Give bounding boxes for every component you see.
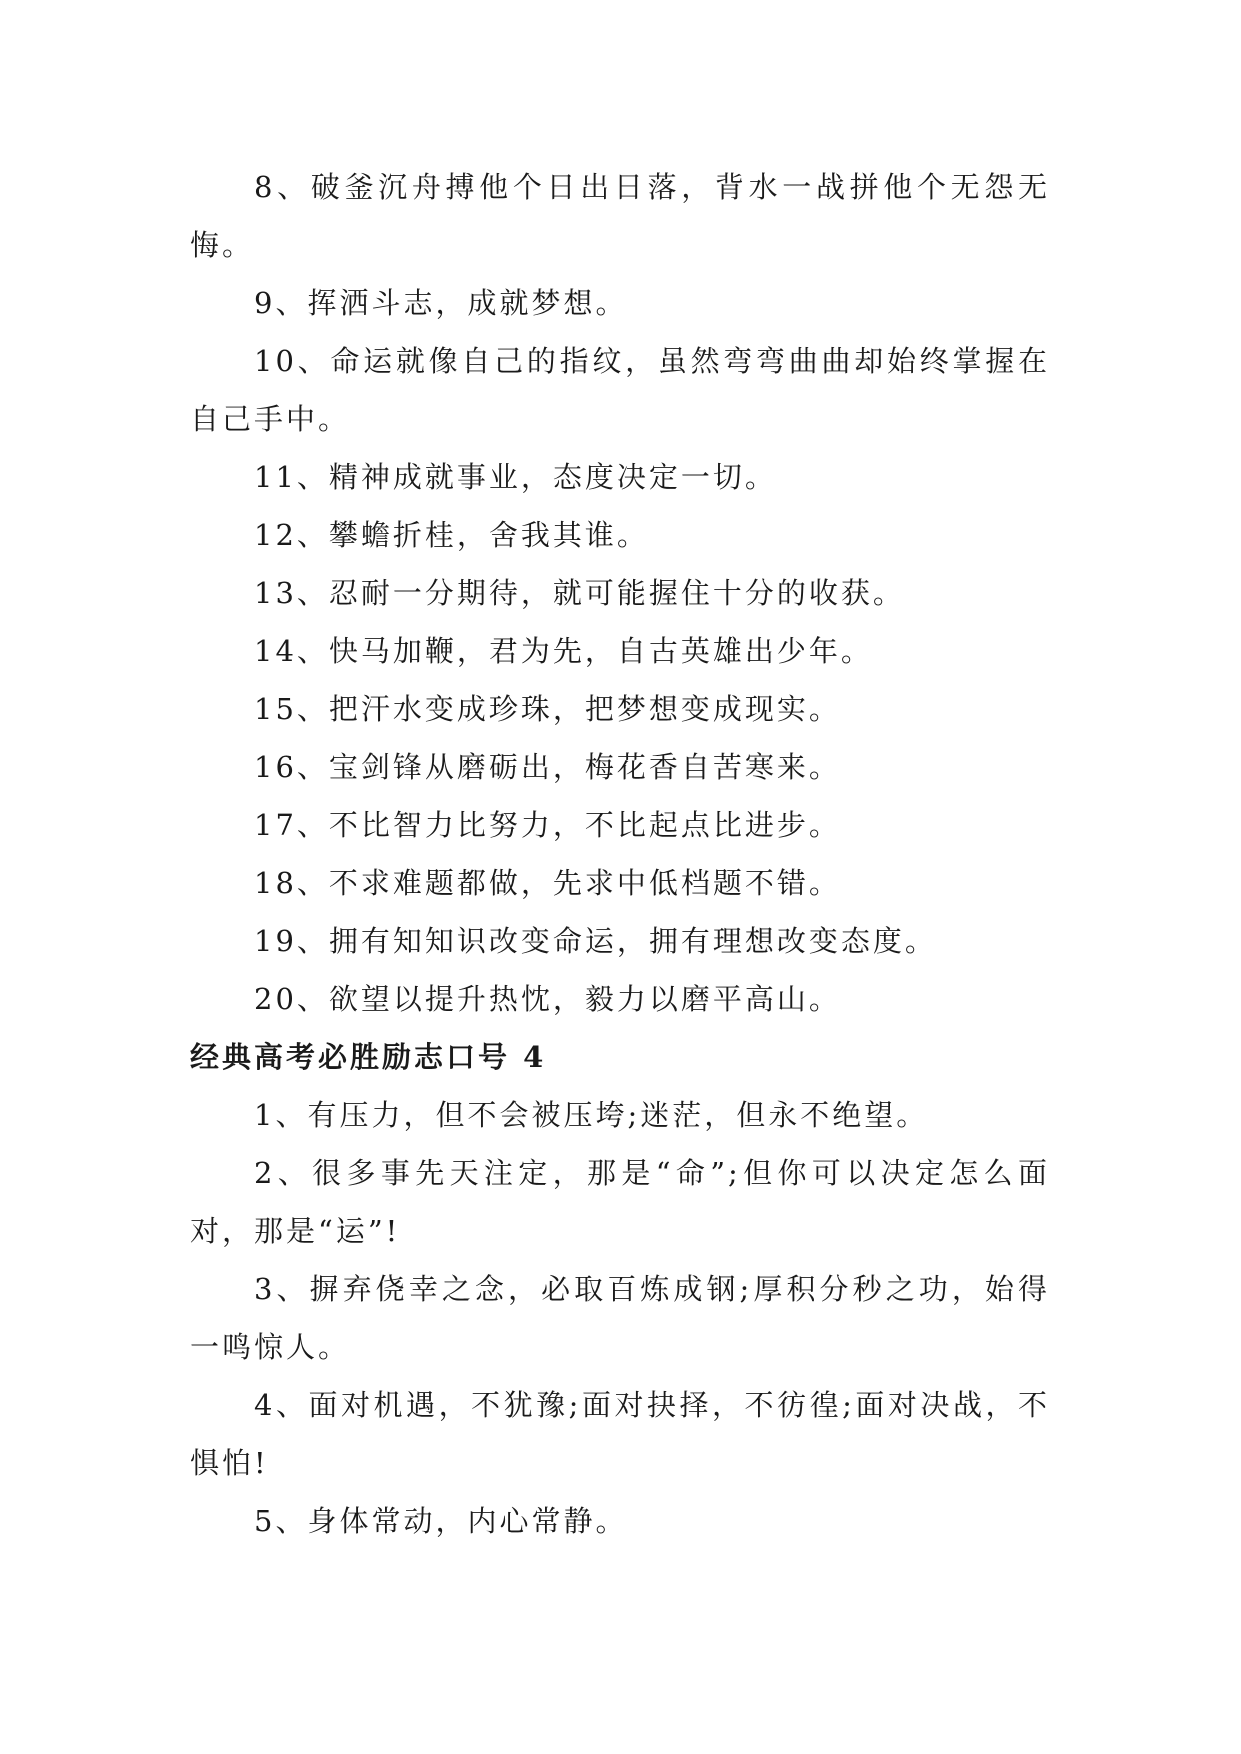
slogan-item: 1、有压力，但不会被压垮;迷茫，但永不绝望。 xyxy=(254,1098,929,1132)
slogan-item: 13、忍耐一分期待，就可能握住十分的收获。 xyxy=(254,576,905,610)
slogan-item: 18、不求难题都做，先求中低档题不错。 xyxy=(254,866,841,900)
document-page xyxy=(190,158,1050,1550)
slogan-item: 3、摒弃侥幸之念，必取百炼成钢;厚积分秒之功，始得一鸣惊人。 xyxy=(190,1272,1050,1364)
slogan-item: 4、面对机遇，不犹豫;面对抉择，不彷徨;面对决战，不惧怕! xyxy=(190,1388,1050,1480)
slogan-item: 19、拥有知知识改变命运，拥有理想改变态度。 xyxy=(254,924,937,958)
section-heading: 经典高考必胜励志口号 4 xyxy=(190,1040,547,1074)
slogan-item: 17、不比智力比努力，不比起点比进步。 xyxy=(254,808,841,842)
slogan-item: 10、命运就像自己的指纹，虽然弯弯曲曲却始终掌握在自己手中。 xyxy=(190,344,1050,436)
slogan-list-part-4 xyxy=(190,1086,1050,1550)
slogan-item: 12、攀蟾折桂，舍我其谁。 xyxy=(254,518,649,552)
slogan-item: 16、宝剑锋从磨砺出，梅花香自苦寒来。 xyxy=(254,750,841,784)
slogan-item: 11、精神成就事业，态度决定一切。 xyxy=(254,460,777,494)
slogan-item: 15、把汗水变成珍珠，把梦想变成现实。 xyxy=(254,692,841,726)
slogan-item: 20、欲望以提升热忱，毅力以磨平高山。 xyxy=(254,982,841,1016)
slogan-list-part-3 xyxy=(190,158,1050,1028)
slogan-item: 14、快马加鞭，君为先，自古英雄出少年。 xyxy=(254,634,873,668)
slogan-item: 8、破釜沉舟搏他个日出日落，背水一战拼他个无怨无悔。 xyxy=(190,170,1050,262)
slogan-item: 9、挥洒斗志，成就梦想。 xyxy=(254,286,628,320)
slogan-item: 5、身体常动，内心常静。 xyxy=(254,1504,628,1538)
slogan-item: 2、很多事先天注定，那是“命”;但你可以决定怎么面对，那是“运”! xyxy=(190,1156,1050,1248)
